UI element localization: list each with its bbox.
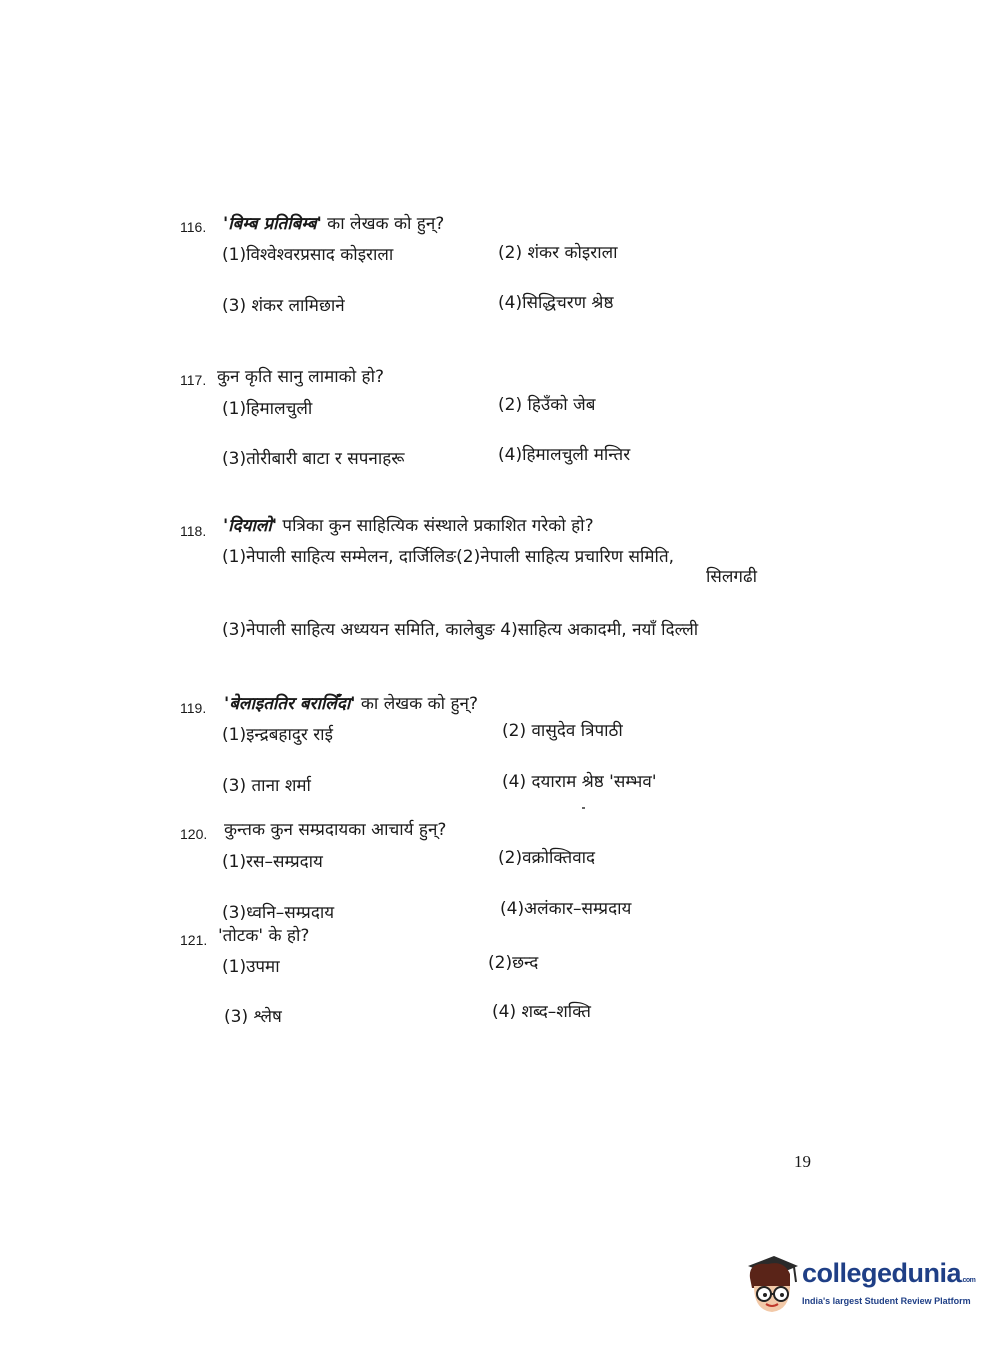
option-2-continued: सिलगढी xyxy=(706,567,757,587)
option-3-4: (3)नेपाली साहित्य अध्ययन समिति, कालेबुङ 4)साहित्य अकादमी, नयाँ दिल्ली xyxy=(222,620,699,640)
question-title-emphasis: 'बेलाइततिर बरालिँदा' xyxy=(224,694,356,714)
question-text xyxy=(223,516,594,536)
question-text xyxy=(224,694,478,714)
question-number: 120. xyxy=(180,826,208,842)
option-2: (2)वक्रोक्तिवाद xyxy=(498,848,596,868)
question-number: 118. xyxy=(180,523,207,539)
option-1: (1)विश्वेश्वरप्रसाद कोइराला xyxy=(222,245,394,265)
question-number: 116. xyxy=(180,219,207,235)
question-number: 121. xyxy=(180,932,208,948)
option-1: (1)रस–सम्प्रदाय xyxy=(222,852,323,872)
option-2: (2) हिउँको जेब xyxy=(498,395,596,415)
option-2: (2)छन्द xyxy=(488,953,539,973)
option-1: (1)उपमा xyxy=(222,957,280,977)
option-3: (3) श्लेष xyxy=(224,1007,282,1027)
option-3: (3)ध्वनि–सम्प्रदाय xyxy=(222,903,335,923)
question-number: 117. xyxy=(180,372,207,388)
question-text: कुन्तक कुन सम्प्रदायका आचार्य हुन्? xyxy=(224,820,447,840)
question-text: 'तोटक' के हो? xyxy=(218,926,310,946)
logo-suffix: .com xyxy=(961,1277,976,1284)
logo-wordmark: collegedunia.com xyxy=(802,1258,976,1288)
option-2: (2) वासुदेव त्रिपाठी xyxy=(502,721,623,741)
option-4: (4) शब्द–शक्ति xyxy=(492,1002,591,1022)
question-text: कुन कृति सानु लामाको हो? xyxy=(217,367,384,387)
question-title-emphasis: 'दियालो' xyxy=(223,516,278,536)
option-4: (4)हिमालचुली मन्तिर xyxy=(498,445,631,465)
option-2: (2) शंकर कोइराला xyxy=(498,243,618,263)
option-1: (1)हिमालचुली xyxy=(222,399,313,419)
option-3: (3) ताना शर्मा xyxy=(222,776,311,796)
student-mascot-icon xyxy=(744,1252,800,1318)
scan-speck xyxy=(582,807,585,809)
option-4: (4) दयाराम श्रेष्ठ 'सम्भव' xyxy=(502,772,657,792)
page-number: 19 xyxy=(794,1152,811,1171)
question-text xyxy=(223,214,444,234)
question-title-emphasis: 'बिम्ब प्रतिबिम्ब' xyxy=(223,214,322,234)
option-3: (3)तोरीबारी बाटा र सपनाहरू xyxy=(222,449,405,469)
option-3: (3) शंकर लामिछाने xyxy=(222,296,345,316)
option-1-2: (1)नेपाली साहित्य सम्मेलन, दार्जिलिङ(2)नेपाली साहित्य प्रचारिण समिति, xyxy=(222,547,675,567)
option-1: (1)इन्द्रबहादुर राई xyxy=(222,725,333,745)
collegedunia-logo xyxy=(744,1252,974,1322)
option-4: (4)अलंकार–सम्प्रदाय xyxy=(500,899,632,919)
question-title-rest: का लेखक को हुन्? xyxy=(355,694,478,714)
logo-tagline: India's largest Student Review Platform xyxy=(802,1296,971,1306)
question-title-rest: पत्रिका कुन साहित्यिक संस्थाले प्रकाशित गरेको हो? xyxy=(277,516,594,536)
option-4: (4)सिद्धिचरण श्रेष्ठ xyxy=(498,293,614,313)
question-number: 119. xyxy=(180,700,207,716)
question-title-rest: का लेखक को हुन्? xyxy=(321,214,445,234)
